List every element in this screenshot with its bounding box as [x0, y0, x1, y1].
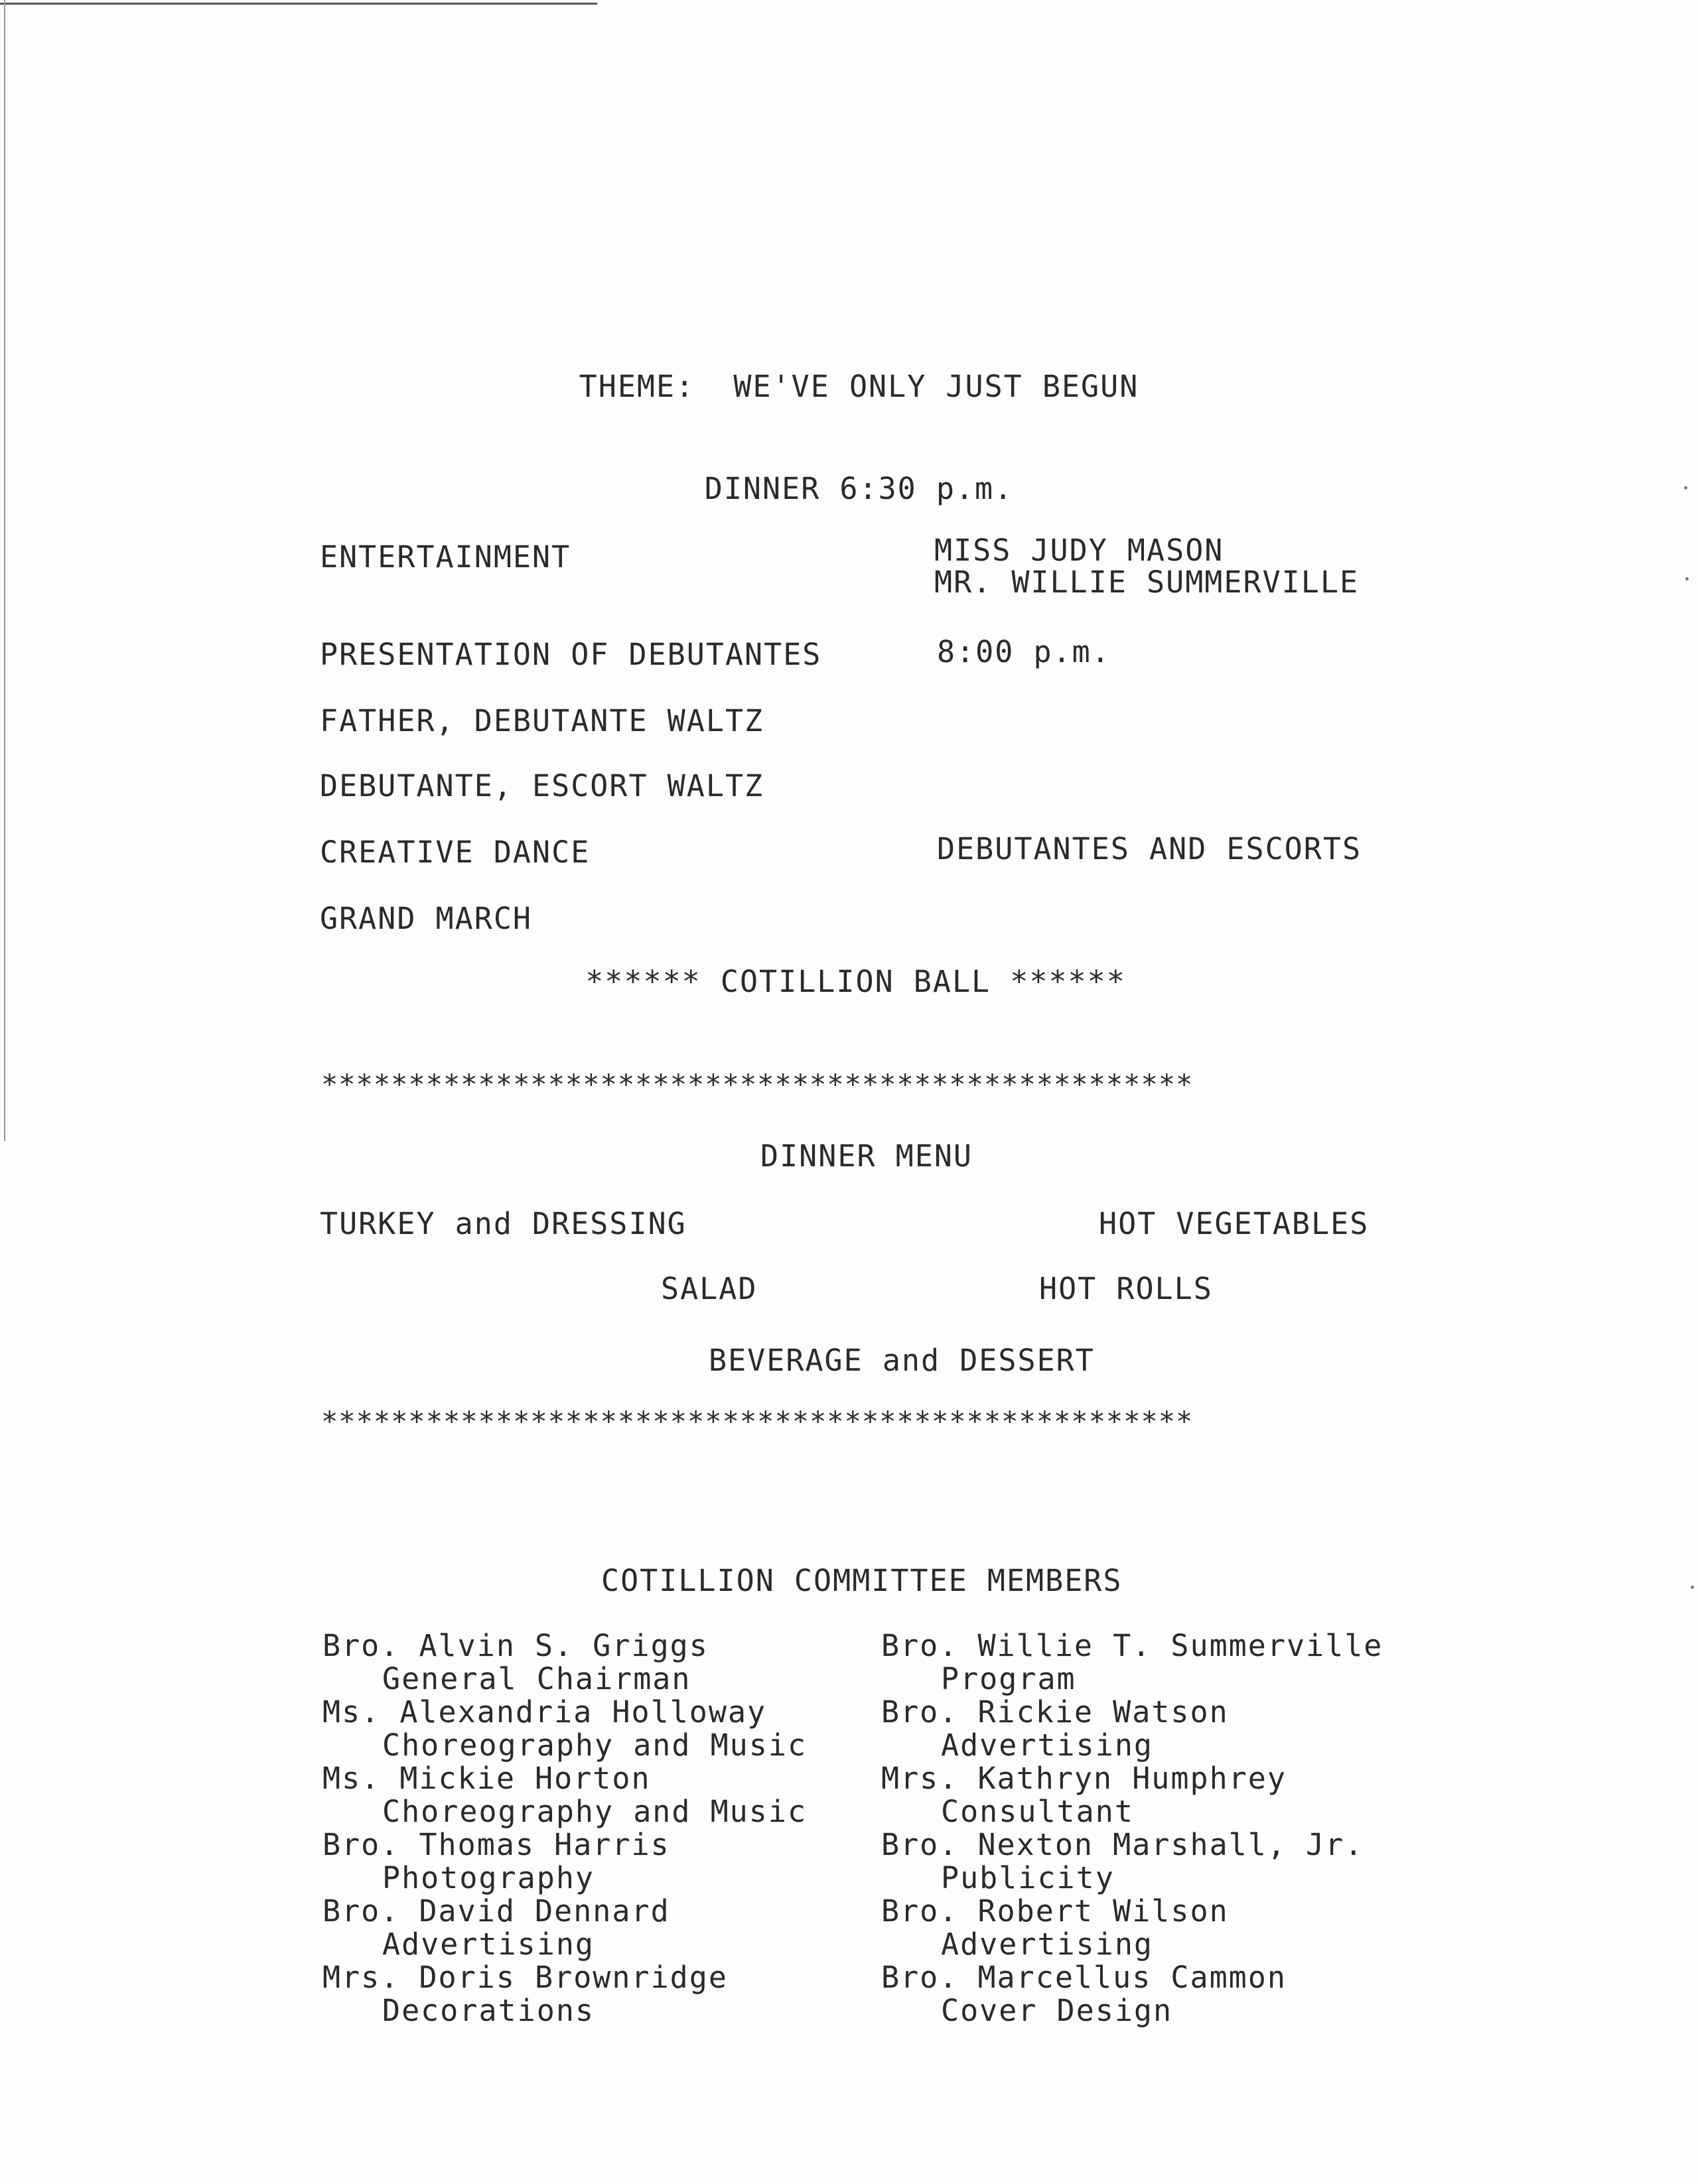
committee-member-name: Ms. Alexandria Holloway: [322, 1694, 767, 1730]
scan-speck: [1685, 577, 1689, 580]
scan-edge-top: [0, 3, 597, 5]
menu-heading: DINNER MENU: [760, 1138, 973, 1174]
menu-item: BEVERAGE and DESSERT: [709, 1343, 1095, 1378]
menu-item: TURKEY and DRESSING: [320, 1206, 687, 1241]
committee-member-name: Bro. Willie T. Summerville: [881, 1628, 1383, 1663]
committee-member-name: Bro. Rickie Watson: [881, 1694, 1229, 1730]
menu-item: SALAD: [661, 1271, 758, 1306]
committee-member-name: Bro. Robert Wilson: [881, 1893, 1229, 1929]
committee-member-role: Choreography and Music: [382, 1728, 808, 1763]
committee-member-name: Mrs. Kathryn Humphrey: [881, 1761, 1287, 1796]
scan-speck: [1691, 1586, 1694, 1589]
committee-member-role: Photography: [382, 1860, 595, 1895]
entertainment-performer: MISS JUDY MASON: [934, 533, 1224, 568]
cotillion-ball: ****** COTILLION BALL ******: [585, 964, 1126, 999]
committee-member-role: Program: [941, 1661, 1076, 1696]
committee-member-role: Consultant: [941, 1794, 1134, 1829]
creative-dance-label: CREATIVE DANCE: [320, 835, 591, 870]
committee-member-role: Cover Design: [941, 1993, 1173, 2028]
presentation-label: PRESENTATION OF DEBUTANTES: [320, 637, 822, 672]
entertainment-performer: MR. WILLIE SUMMERVILLE: [934, 565, 1360, 600]
escort-waltz: DEBUTANTE, ESCORT WALTZ: [320, 768, 764, 803]
menu-item: HOT VEGETABLES: [1099, 1206, 1370, 1241]
committee-member-name: Mrs. Doris Brownridge: [322, 1960, 728, 1995]
grand-march: GRAND MARCH: [320, 901, 533, 936]
committee-member-role: Advertising: [941, 1927, 1154, 1962]
divider-top: **************************************************: [321, 1068, 1194, 1101]
committee-member-role: Publicity: [941, 1860, 1115, 1895]
divider-bottom: **************************************************: [321, 1405, 1194, 1438]
committee-member-role: Advertising: [382, 1927, 595, 1962]
committee-member-role: Choreography and Music: [382, 1794, 808, 1829]
creative-dance-performers: DEBUTANTES AND ESCORTS: [937, 831, 1362, 866]
committee-member-role: Advertising: [941, 1728, 1154, 1763]
presentation-time: 8:00 p.m.: [937, 634, 1111, 669]
entertainment-label: ENTERTAINMENT: [320, 539, 571, 575]
committee-member-name: Bro. David Dennard: [322, 1893, 670, 1929]
committee-member-role: Decorations: [382, 1993, 595, 2028]
committee-heading: COTILLION COMMITTEE MEMBERS: [601, 1563, 1123, 1598]
theme-title: THEME: WE'VE ONLY JUST BEGUN: [579, 369, 1139, 404]
committee-member-name: Ms. Mickie Horton: [322, 1761, 651, 1796]
menu-item: HOT ROLLS: [1039, 1271, 1213, 1306]
committee-member-name: Bro. Nexton Marshall, Jr.: [881, 1827, 1364, 1862]
father-waltz: FATHER, DEBUTANTE WALTZ: [320, 703, 764, 738]
dinner-time: DINNER 6:30 p.m.: [704, 471, 1014, 506]
committee-member-role: General Chairman: [382, 1661, 691, 1696]
committee-member-name: Bro. Marcellus Cammon: [881, 1960, 1287, 1995]
committee-member-name: Bro. Thomas Harris: [322, 1827, 670, 1862]
committee-member-name: Bro. Alvin S. Griggs: [322, 1628, 709, 1663]
